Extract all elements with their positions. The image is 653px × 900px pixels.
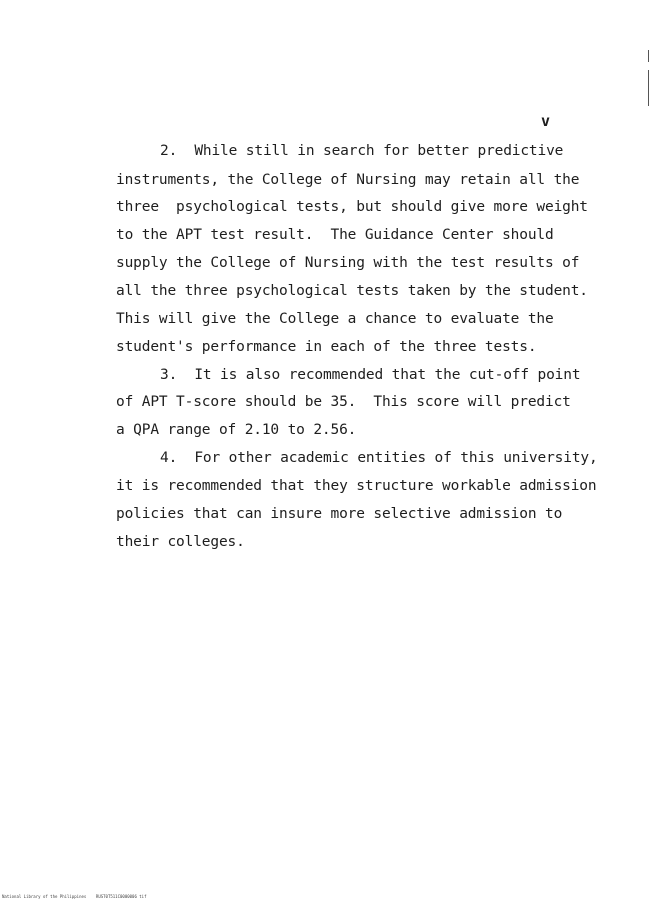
paragraph-2-line-5: supply the College of Nursing with the test results of xyxy=(116,255,580,271)
paragraph-4-line-3: policies that can insure more selective admission to xyxy=(116,506,563,522)
scan-edge-mark xyxy=(648,50,649,62)
paragraph-4-line-2: it is recommended that they structure workable admission xyxy=(116,478,597,494)
paragraph-4-line-4: their colleges. xyxy=(116,534,245,550)
paragraph-2-line-4: to the APT test result. The Guidance Center should xyxy=(116,227,554,243)
paragraph-2-line-2: instruments, the College of Nursing may retain all the xyxy=(116,172,580,188)
paragraph-3-line-1: 3. It is also recommended that the cut-off point xyxy=(160,367,581,383)
paragraph-2-line-6: all the three psychological tests taken by the student. xyxy=(116,283,588,299)
paragraph-2-line-7: This will give the College a chance to evaluate the xyxy=(116,311,554,327)
paragraph-4-line-1: 4. For other academic entities of this university, xyxy=(160,450,598,466)
scan-edge-mark xyxy=(648,70,649,106)
paragraph-3-line-3: a QPA range of 2.10 to 2.56. xyxy=(116,422,357,438)
paragraph-2-line-3: three psychological tests, but should give more weight xyxy=(116,199,588,215)
paragraph-2-line-1: 2. While still in search for better predictive xyxy=(160,143,564,159)
paragraph-2-line-8: student's performance in each of the three tests. xyxy=(116,339,537,355)
scan-footer-caption: National Library of the Philippines RUST0T511C0000006 tif xyxy=(2,894,147,899)
page-number: v xyxy=(541,112,551,130)
paragraph-3-line-2: of APT T-score should be 35. This score will predict xyxy=(116,394,571,410)
